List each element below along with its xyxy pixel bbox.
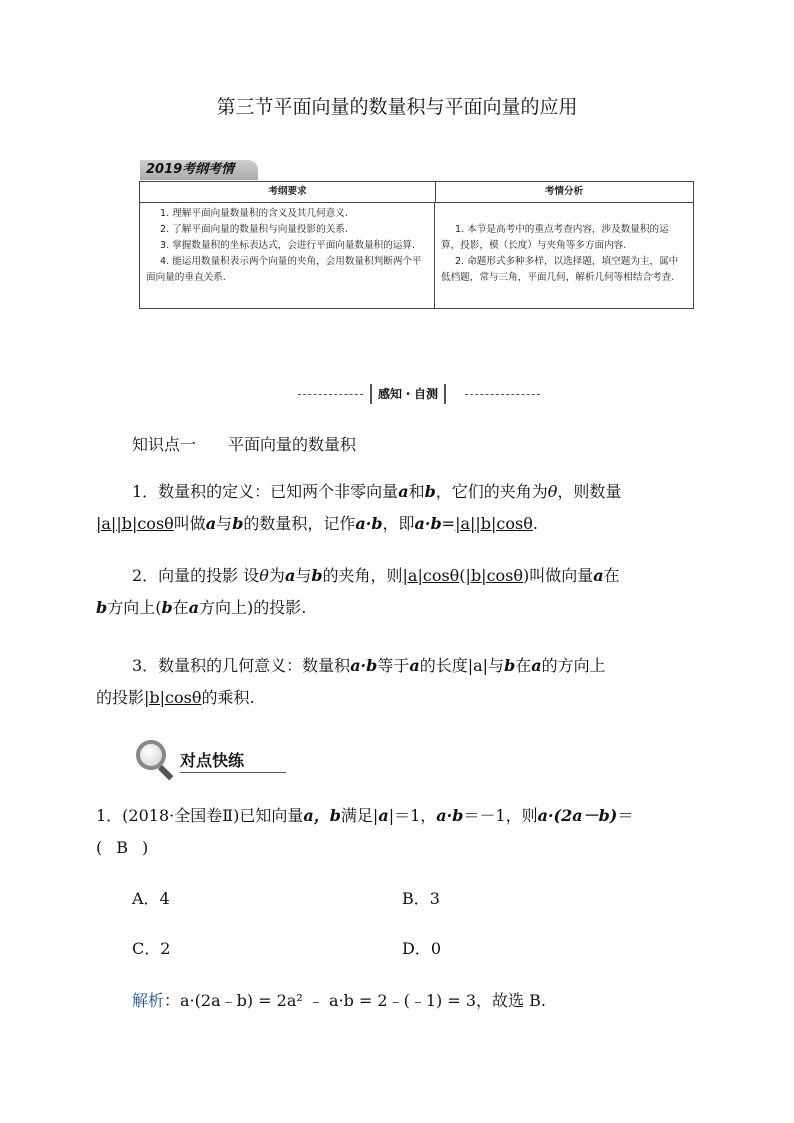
a-dot-b: a·b <box>414 514 442 533</box>
drill-header <box>136 740 286 776</box>
analysis-cell <box>435 202 693 308</box>
text: 1．数量积的定义：已知两个非零向量 <box>132 482 399 501</box>
solution <box>132 988 546 1011</box>
text: 在 <box>603 566 620 585</box>
vector-b: b <box>424 482 436 501</box>
vector-a: a <box>378 806 389 825</box>
option-c: C．2 <box>132 939 171 958</box>
text: ，则数量 <box>557 482 622 501</box>
theta: θ <box>259 566 269 585</box>
text: 2．向量的投影 设 <box>132 566 260 585</box>
text: 叫做 <box>173 514 206 533</box>
knowledge-subtitle: 平面向量的数量积 <box>228 435 357 454</box>
option-b: B．3 <box>402 889 440 908</box>
col2-header: 考情分析 <box>435 182 693 203</box>
vectors-ab: a，b <box>303 806 341 825</box>
magnifier-handle <box>158 765 174 781</box>
exam-table <box>139 181 694 309</box>
text: 满足| <box>340 806 379 825</box>
knowledge-title: 知识点一 <box>132 435 197 454</box>
formula-ab-cos: |a||b|cosθ <box>455 514 533 533</box>
text: ，它们的夹角为 <box>435 482 548 501</box>
drill-label: 对点快练 <box>180 751 245 770</box>
theta: θ <box>547 482 558 501</box>
vector-a: a <box>398 482 409 501</box>
requirements-cell <box>140 202 435 308</box>
option-d: D．0 <box>402 939 442 958</box>
vector-a: a <box>409 656 420 675</box>
vector-b: b <box>311 566 323 585</box>
text: |＝1， <box>388 806 437 825</box>
formula-ab-cos: |a||b|cosθ <box>96 514 174 533</box>
text: ( <box>96 838 103 857</box>
vector-b: b <box>232 514 244 533</box>
divider-dash-left <box>298 394 363 395</box>
drill-underline <box>180 772 286 773</box>
text: 1．(2018·全国卷Ⅱ)已知向量 <box>96 806 304 825</box>
text: 方向上)的投影. <box>199 598 307 617</box>
vector-a: a <box>205 514 217 533</box>
text: . <box>532 514 538 533</box>
vector-a: a <box>531 656 542 675</box>
text: 等于 <box>377 656 410 675</box>
text: 和 <box>408 482 425 501</box>
text: 与 <box>488 656 505 675</box>
requirement-item: 3. 掌握数量积的坐标表达式，会进行平面向量数量积的运算. <box>160 240 416 251</box>
definition-paragraph <box>96 476 708 540</box>
text: 的数量积，记作 <box>243 514 356 533</box>
vector-a: a <box>284 566 296 585</box>
text: ，即 <box>382 514 415 533</box>
text: 的方向上 <box>541 656 606 675</box>
text: ＝ <box>617 806 634 825</box>
text: 的夹角，则 <box>322 566 403 585</box>
divider-dash-right <box>465 394 540 395</box>
text: ) <box>142 838 149 857</box>
text: ＝－1，则 <box>463 806 538 825</box>
page-title: 第三节平面向量的数量积与平面向量的应用 <box>216 96 578 118</box>
vector-b: b <box>161 598 173 617</box>
formula-a-cos: |a|cosθ <box>402 566 460 585</box>
text: 在 <box>172 598 189 617</box>
question-1 <box>96 800 708 864</box>
text: 为 <box>268 566 285 585</box>
abs-a: |a| <box>467 656 489 675</box>
solution-label: 解析 <box>132 991 165 1010</box>
geometry-paragraph <box>96 650 708 714</box>
requirement-item: 1. 理解平面向量数量积的含义及其几何意义. <box>160 208 348 219</box>
col1-header: 考纲要求 <box>140 182 436 203</box>
option-a: A．4 <box>132 889 170 908</box>
text: 与 <box>295 566 312 585</box>
text: 3．数量积的几何意义：数量积 <box>132 656 351 675</box>
analysis-item: 1. 本节是高考中的重点考查内容，涉及数量积的运算，投影，模（长度）与夹角等多方面内容. <box>441 224 669 251</box>
vector-a: a <box>593 566 604 585</box>
text: 叫做向量 <box>529 566 594 585</box>
section-divider <box>290 384 540 406</box>
text: 的乘积. <box>201 688 255 707</box>
exam-banner: 2019考纲考情 <box>140 160 258 180</box>
a-dot-b: a·b <box>355 514 383 533</box>
a-dot-b: a·b <box>350 656 378 675</box>
text: 方向上( <box>107 598 162 617</box>
text: 的长度 <box>419 656 468 675</box>
expression: a·(2a－b) <box>537 806 618 825</box>
a-dot-b: a·b <box>436 806 464 825</box>
vector-b: b <box>504 656 516 675</box>
solution-text: ：a·(2a﹣b) = 2a² ﹣ a·b = 2﹣(﹣1) = 3，故选 B. <box>164 991 546 1010</box>
requirement-item: 2. 了解平面向量的数量积与向量投影的关系. <box>160 224 348 235</box>
requirement-item: 4. 能运用数量积表示两个向量的夹角，会用数量积判断两个平面向量的垂直关系. <box>146 256 422 283</box>
analysis-item: 2. 命题形式多种多样，以选择题，填空题为主，属中低档题，常与三角，平面几何，解析几何等相结合考查. <box>441 256 679 283</box>
text: 与 <box>216 514 233 533</box>
projection-paragraph: 2．向量的投影 设θ为a与b的夹角，则|a|cosθ(|b|cosθ)叫做向量a在 b方向上(b在a方向上)的投影. <box>96 566 620 617</box>
formula-b-cos: |b|cosθ <box>144 688 202 707</box>
formula-b-cos: |b|cosθ <box>465 566 524 585</box>
vector-a: a <box>188 598 200 617</box>
answer: B <box>116 838 129 857</box>
knowledge-heading <box>132 432 356 455</box>
text: = <box>441 514 456 533</box>
text: 的投影 <box>96 688 145 707</box>
vector-b: b <box>96 598 108 617</box>
divider-label: 感知・自测 <box>370 384 446 404</box>
text: 在 <box>515 656 532 675</box>
